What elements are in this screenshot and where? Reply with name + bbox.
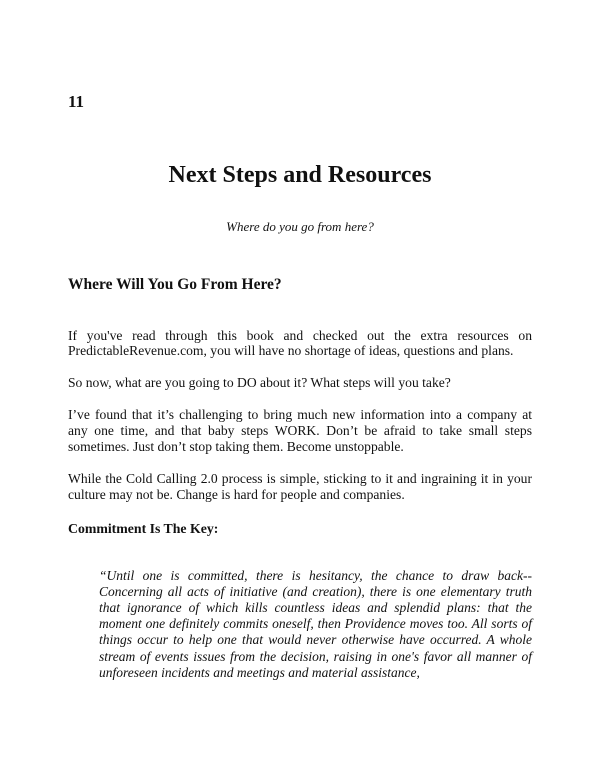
subheading: Commitment Is The Key: [68, 520, 219, 536]
paragraph: So now, what are you going to DO about it? What steps will you take? [68, 375, 451, 391]
chapter-number: 11 [68, 92, 85, 111]
paragraph: If you've read through this book and checked out the extra resources on PredictableRevenue.com, you will have no shortage of ideas, questions and plans. [68, 327, 532, 359]
quote-block: “Until one is committed, there is hesitancy, the chance to draw back-- Concerning all acts of initiative (and creation), there is one elementary truth that ignorance of which kills countless ideas and splendid plans: that the moment one definitely commits oneself, then Providence moves too. All sorts of things occur to help one that would never otherwise have occurred. A whole stream of events issues from the decision, raising in one's favor all manner of unforeseen incidents and meetings and material assistance, [99, 567, 532, 680]
chapter-subtitle: Where do you go from here? [226, 219, 374, 234]
section-heading: Where Will You Go From Here? [68, 276, 282, 293]
paragraph: While the Cold Calling 2.0 process is simple, sticking to it and ingraining it in your culture may not be. Change is hard for people and companies. [68, 470, 532, 502]
chapter-title: Next Steps and Resources [168, 162, 432, 188]
paragraph: I’ve found that it’s challenging to bring much new information into a company at any one time, and that baby steps WORK. Don’t be afraid to take small steps sometimes. Just don’t stop taking them. Become unstoppable. [68, 407, 532, 455]
